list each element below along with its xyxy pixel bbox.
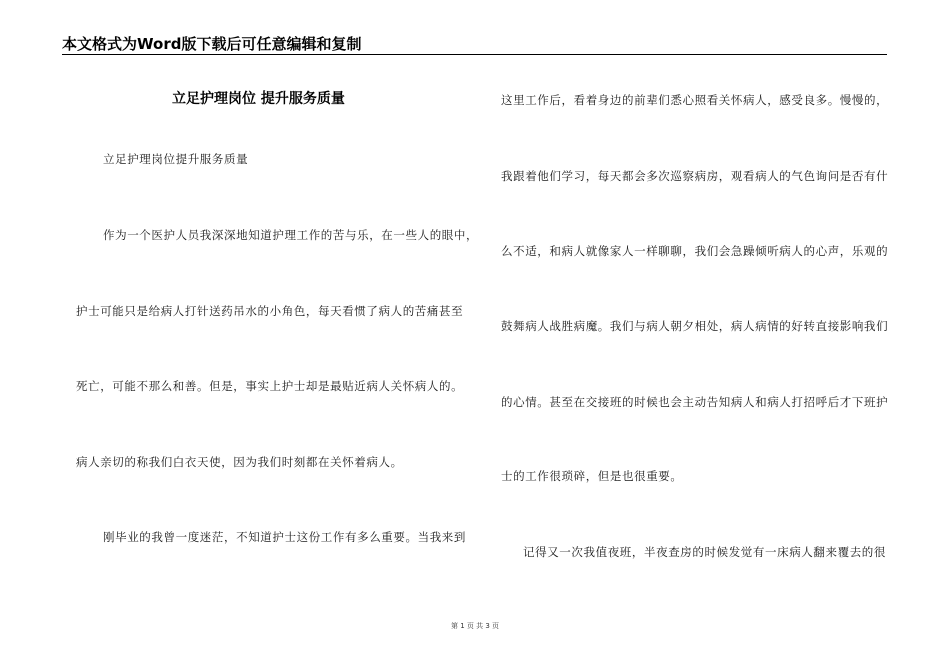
text-line: 病人亲切的称我们白衣天使，因为我们时刻都在关怀着病人。 [76,455,403,469]
text-line: 护士可能只是给病人打针送药吊水的小角色，每天看惯了病人的苦痛甚至 [76,304,464,318]
text-line: 立足护理岗位提升服务质量 [103,152,249,166]
text-line: 士的工作很琐碎，但是也很重要。 [501,469,683,483]
text-line: 作为一个医护人员我深深地知道护理工作的苦与乐，在一些人的眼中， [103,228,479,242]
text-line: 么不适，和病人就像家人一样聊聊，我们会急躁倾听病人的心声，乐观的 [501,244,889,258]
header-divider [62,54,887,55]
text-line: 这里工作后，看着身边的前辈们悉心照看关怀病人，感受良多。慢慢的， [501,93,889,107]
document-header-banner: 本文格式为Word版下载后可任意编辑和复制 [62,35,362,53]
text-line: 的心情。甚至在交接班的时候也会主动告知病人和病人打招呼后才下班护 [501,395,889,409]
text-line: 记得又一次我值夜班，半夜查房的时候发觉有一床病人翻来覆去的很 [523,545,886,559]
text-line: 死亡，可能不那么和善。但是，事实上护士却是最贴近病人关怀病人的。 [76,379,464,393]
text-line: 刚毕业的我曾一度迷茫，不知道护士这份工作有多么重要。当我来到 [103,530,466,544]
text-line: 我跟着他们学习，每天都会多次巡察病房，观看病人的气色询问是否有什 [501,169,889,183]
document-title: 立足护理岗位 提升服务质量 [172,91,345,107]
page-number: 第 1 页 共 3 页 [450,622,500,630]
text-line: 鼓舞病人战胜病魔。我们与病人朝夕相处，病人病情的好转直接影响我们 [501,319,889,333]
